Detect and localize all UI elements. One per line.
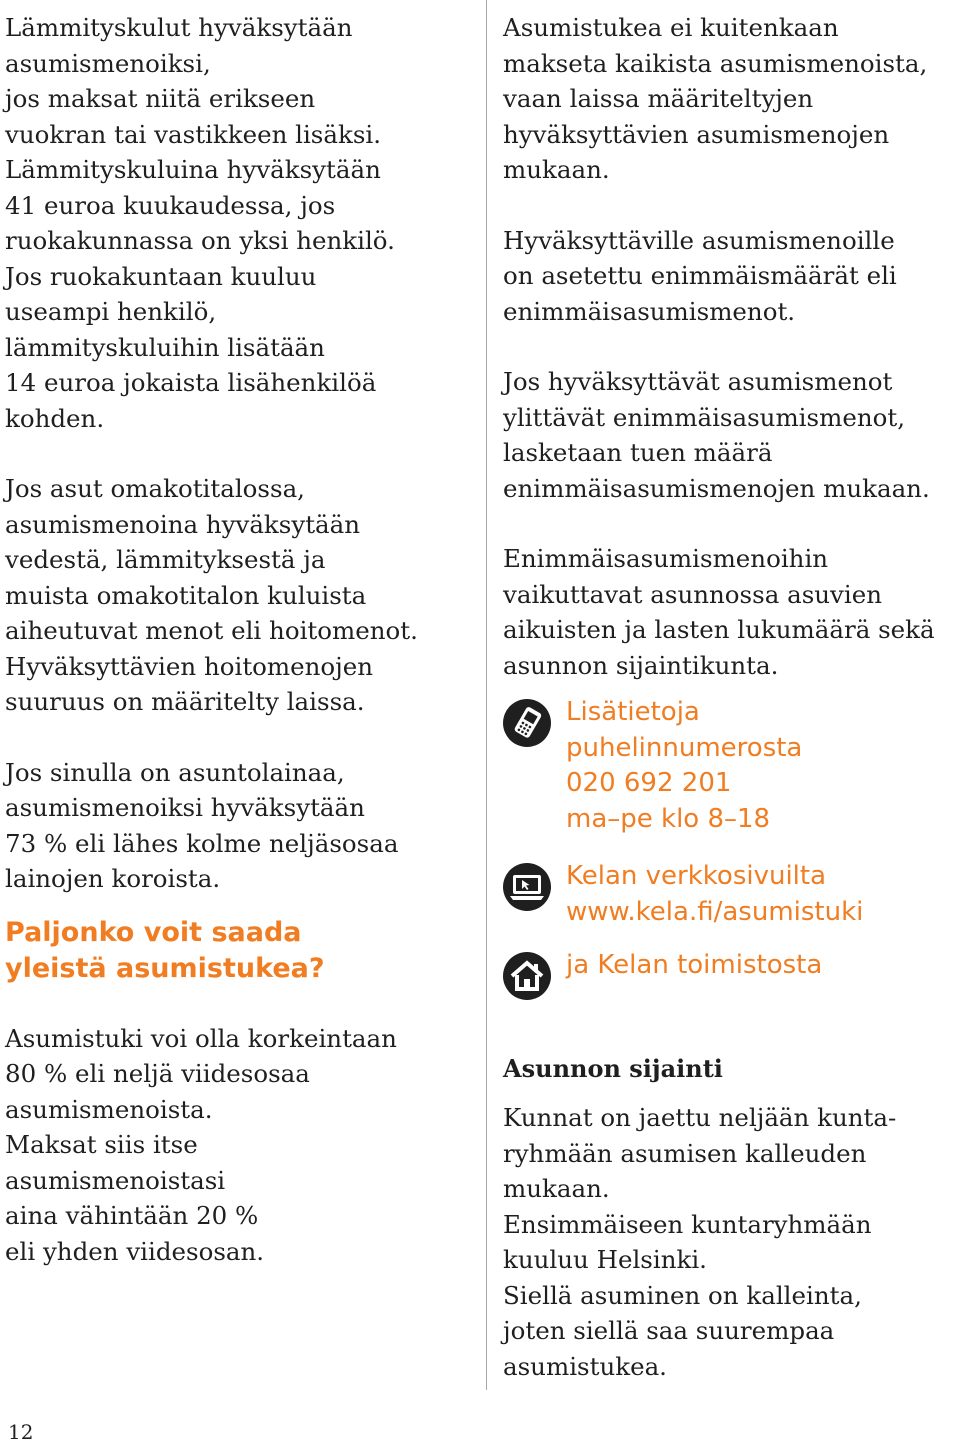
max-support-paragraph: Asumistuki voi olla korkeintaan 80 % eli neljä viidesosaa asumismenoista. Maksat siis itse asumismenoistasi aina vähintään 20 % eli yhden viidesosan.	[5, 1023, 397, 1266]
location-subheading: Asunnon sijainti	[503, 1054, 723, 1083]
left-column	[5, 10, 475, 1304]
exceeding-costs-paragraph: Jos hyväksyttävät asumismenot ylittävät enimmäisasumismenot, lasketaan tuen määrä enimmäisasumismenojen mukaan.	[503, 367, 930, 503]
computer-icon	[503, 863, 551, 911]
max-costs-paragraph: Hyväksyttäville asumismenoille on asetettu enimmäismäärät eli enimmäisasumismenot.	[503, 225, 897, 326]
info-phone	[503, 695, 958, 837]
house-icon	[503, 952, 551, 1000]
phone-info-text: Lisätietoja puhelinnumerosta 020 692 201 ma–pe klo 8–18	[566, 697, 803, 834]
column-divider	[486, 0, 487, 1390]
section-heading: Paljonko voit saada yleistä asumistukea?	[5, 916, 325, 984]
housing-loan-paragraph: Jos sinulla on asuntolainaa, asumismenoiksi hyväksytään 73 % eli lähes kolme neljäsosaa lainojen koroista.	[5, 757, 399, 893]
info-office	[503, 948, 958, 1000]
page-number: 12	[8, 1420, 34, 1444]
office-info-text: ja Kelan toimistosta	[566, 950, 823, 980]
heating-costs-paragraph: Lämmityskulut hyväksytään asumismenoiksi, jos maksat niitä erikseen vuokran tai vastikkeen lisäksi. Lämmityskuluina hyväksytään 41 euroa kuukaudessa, jos ruokakunnassa on yksi henkilö. Jos ruokakuntaan kuuluu useampi henkilö, lämmityskuluihin lisätään 14 euroa jokaista lisähenkilöä kohden.	[5, 13, 395, 433]
info-web	[503, 859, 958, 930]
phone-icon	[503, 699, 551, 747]
detached-house-paragraph: Jos asut omakotitalossa, asumismenoina hyväksytään vedestä, lämmityksestä ja muista omakotitalon kuluista aiheutuvat menot eli hoitomenot. Hyväksyttävien hoitomenojen suuruus on määritelty laissa.	[5, 474, 418, 716]
right-column	[503, 10, 958, 1419]
web-info-text: Kelan verkkosivuilta www.kela.fi/asumistuki	[566, 861, 864, 927]
factors-paragraph: Enimmäisasumismenoihin vaikuttavat asunnossa asuvien aikuisten ja lasten lukumäärä sekä asunnon sijaintikunta.	[503, 544, 935, 680]
housing-costs-paragraph: Asumistukea ei kuitenkaan makseta kaikista asumismenoista, vaan laissa määriteltyjen hyväksyttävien asumismenojen mukaan.	[503, 13, 928, 184]
municipality-groups-paragraph: Kunnat on jaettu neljään kunta- ryhmään asumisen kalleuden mukaan. Ensimmäiseen kuntaryhmään kuuluu Helsinki. Siellä asuminen on kalleinta, joten siellä saa suurempaa asumistukea.	[503, 1103, 897, 1381]
